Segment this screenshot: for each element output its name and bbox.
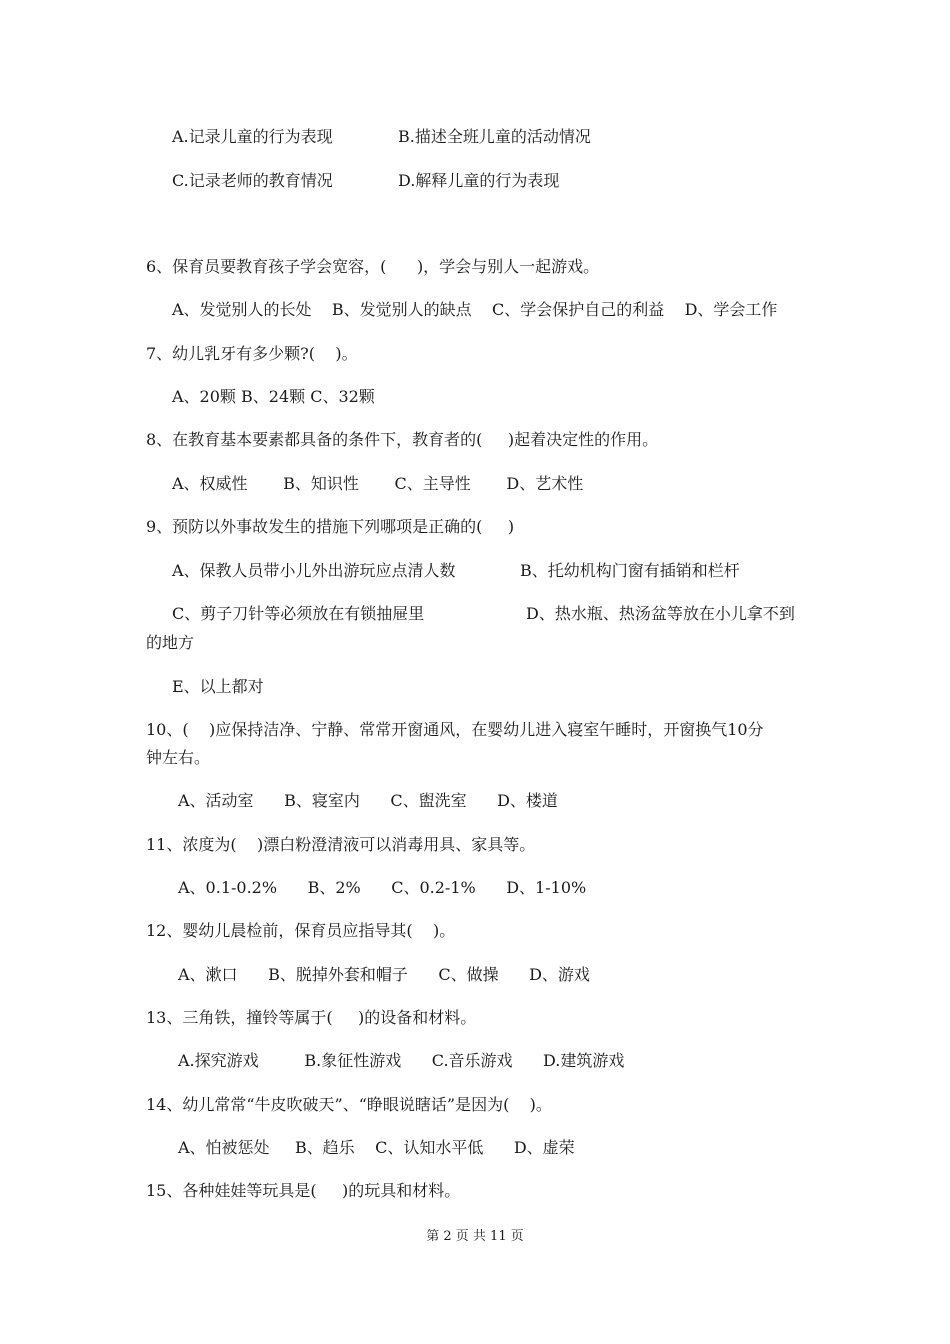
option-a: A.记录儿童的行为表现 <box>172 127 333 146</box>
question-13-options: A.探究游戏 B.象征性游戏 C.音乐游戏 D.建筑游戏 <box>178 1051 625 1070</box>
question-9-option-a: A、保教人员带小儿外出游玩应点清人数 <box>172 561 456 580</box>
question-10: 10、( )应保持洁净、宁静、常常开窗通风，在婴幼儿进入寝室午睡时，开窗换气10分 <box>146 720 764 739</box>
page-footer: 第 2 页 共 11 页 <box>426 1229 524 1244</box>
question-12-options: A、漱口 B、脱掉外套和帽子 C、做操 D、游戏 <box>178 965 590 984</box>
question-11: 11、浓度为( )漂白粉澄清液可以消毒用具、家具等。 <box>146 835 536 854</box>
question-10-continued: 钟左右。 <box>146 748 211 767</box>
question-9-option-e: E、以上都对 <box>172 677 264 696</box>
question-11-options: A、0.1-0.2% B、2% C、0.2-1% D、1-10% <box>178 878 587 897</box>
question-9-option-d: D、热水瓶、热汤盆等放在小儿拿不到 <box>526 604 795 623</box>
option-c: C.记录老师的教育情况 <box>172 171 333 190</box>
question-9-option-c: C、剪子刀针等必须放在有锁抽屉里 <box>172 604 425 623</box>
question-9: 9、预防以外事故发生的措施下列哪项是正确的( ) <box>146 517 515 536</box>
question-7-options: A、20颗 B、24颗 C、32颗 <box>172 387 375 406</box>
question-7: 7、幼儿乳牙有多少颗?( )。 <box>146 344 358 363</box>
question-13: 13、三角铁，撞铃等属于( )的设备和材料。 <box>146 1008 477 1027</box>
option-d: D.解释儿童的行为表现 <box>398 171 560 190</box>
question-6: 6、保育员要教育孩子学会宽容，( )，学会与别人一起游戏。 <box>146 257 600 276</box>
question-14: 14、幼儿常常“牛皮吹破天”、“睁眼说瞎话”是因为( )。 <box>146 1095 552 1114</box>
option-b: B.描述全班儿童的活动情况 <box>398 127 591 146</box>
question-15: 15、各种娃娃等玩具是( )的玩具和材料。 <box>146 1181 461 1200</box>
question-6-options: A、发觉别人的长处 B、发觉别人的缺点 C、学会保护自己的利益 D、学会工作 <box>172 300 778 319</box>
question-10-options: A、活动室 B、寝室内 C、盥洗室 D、楼道 <box>178 791 558 810</box>
question-8: 8、在教育基本要素都具备的条件下，教育者的( )起着决定性的作用。 <box>146 430 659 449</box>
question-8-options: A、权威性 B、知识性 C、主导性 D、艺术性 <box>172 474 584 493</box>
question-12: 12、婴幼儿晨检前，保育员应指导其( )。 <box>146 921 456 940</box>
question-14-options: A、怕被惩处 B、趋乐 C、认知水平低 D、虚荣 <box>178 1138 575 1157</box>
question-9-option-b: B、托幼机构门窗有插销和栏杆 <box>520 561 740 580</box>
question-9-option-d-continued: 的地方 <box>146 633 195 652</box>
